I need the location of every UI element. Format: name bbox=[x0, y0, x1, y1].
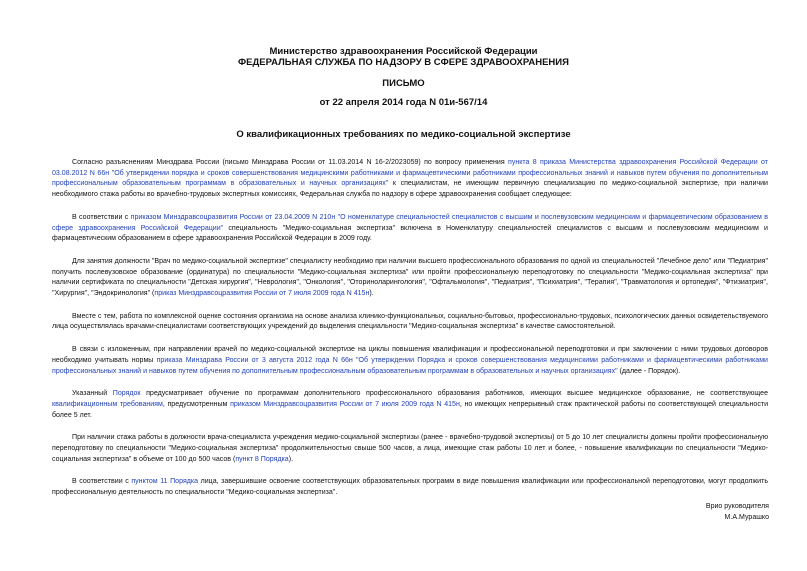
service-heading: ФЕДЕРАЛЬНАЯ СЛУЖБА ПО НАДЗОРУ В СФЕРЕ ЗДРАВООХРАНЕНИЯ bbox=[238, 57, 569, 68]
paragraph-text: предусматривает обучение по программам дополнительного профессионального образования работников, имеющих высшее медицинское образование, не соответствующее bbox=[140, 390, 768, 398]
link-procedure[interactable]: Порядок bbox=[112, 390, 141, 398]
link-order-66n[interactable]: пункта 8 приказа Министерства здравоохранения Российской Федерации от 03.08.2012 N 66н "Об утверждении порядка и сроков совершенствования медицинскими работниками и фармацевтическими работниками профессиональных знаний и навыков путем обучения по дополнительным профессиональным образовательным программам в образовательных и научных организациях" bbox=[52, 159, 768, 188]
paragraph-text: В соответствии с bbox=[72, 213, 131, 221]
paragraph-text: лица, завершившие освоение соответствующих образовательных программ в виде повышения квалификации или профессиональной переподготовки, могут продолжить профессиональную деятельность по специальности "Медико-социальная экспертиза". bbox=[52, 478, 768, 497]
paragraph-text: к специалистам, не имеющим первичную специализацию по медико-социальной экспертизе, при наличии необходимого стажа работы во врачебно-трудовых экспертных комиссиях, Федеральная служба по надзору в сфере здравоохранения сообщает следующее: bbox=[52, 180, 768, 199]
paragraph-text: В соответствии с bbox=[72, 478, 132, 486]
link-order-415n-2[interactable]: приказом Минздравсоцразвития России от 7 июля 2009 года N 415н bbox=[230, 400, 460, 408]
signature-position: Врио руководителя bbox=[705, 503, 769, 510]
paragraph-8 bbox=[52, 477, 768, 498]
paragraph-text: Вместе с тем, работа по комплексной оценке состояния организма на основе анализа клинико-функциональных, социально-бытовых, профессионально-трудовых, психологических данных освидетельствуемого лица осуществлялась врачами-специалистами соответствующих учреждений до выделения специальности "Медико-социальная экспертиза" в качестве самостоятельной. bbox=[52, 312, 768, 331]
document-subject: О квалификационных требованиях по медико-социальной экспертизе bbox=[236, 129, 571, 140]
paragraph-7 bbox=[52, 433, 768, 465]
paragraph-6 bbox=[52, 389, 768, 421]
paragraph-text: ). bbox=[288, 455, 294, 463]
paragraph-text: В связи с изложенным, при направлении врачей по медико-социальной экспертизе на циклы повышения квалификации и профессиональной переподготовки и при заключении с ними трудовых договоров необходимо учитывать нормы bbox=[52, 346, 768, 364]
paragraph-1 bbox=[52, 158, 768, 201]
ministry-heading: Министерство здравоохранения Российской Федерации bbox=[269, 46, 538, 57]
paragraph-text: Согласно разъяснениям Минздрава России (письмо Минздрава России от 11.03.2014 N 16-2/2023059) по вопросу применения bbox=[72, 159, 508, 166]
signature-name: М.А.Мурашко bbox=[724, 514, 769, 521]
link-order-415n[interactable]: приказ Минздравсоцразвития России от 7 июля 2009 года N 415н bbox=[154, 290, 370, 298]
paragraph-text: Для занятия должности "Врач по медико-социальной экспертизе" специалисту необходимо при наличии высшего профессионального образования по одной из специальностей "Лечебное дело" или "Педиатрия" получить послевузовское образование (ординатура) по специальности "Медико-социальная экспертиза" или пройти профессиональную переподготовку по специальности "Медико-социальная экспертиза" при наличии сертификата по специальности "Детская хирургия", "Неврология", "Онкология", "Оториноларингология", "Офтальмология", "Педиатрия", "Психиатрия", "Терапия", "Травматология и ортопедия", "Фтизиатрия", "Хирургия", "Эндокринология" ( bbox=[52, 257, 768, 298]
paragraph-5 bbox=[52, 345, 768, 377]
paragraph-text: (далее - Порядок). bbox=[617, 367, 681, 375]
link-qualification-requirements[interactable]: квалификационным требованиям bbox=[52, 400, 163, 408]
link-procedure-item-11[interactable]: пунктом 11 Порядка bbox=[131, 478, 199, 486]
paragraph-text: , предусмотренным bbox=[162, 400, 231, 408]
link-order-66n-procedure[interactable]: приказа Минздрава России от 3 августа 2012 года N 66н "Об утверждении Порядка и сроков совершенствования медицинскими работниками и фармацевтическими работниками профессиональных знаний и навыков путем обучения по дополнительным профессиональным образовательным программам в образовательных и научных организациях" bbox=[52, 356, 768, 375]
document-type: ПИСЬМО bbox=[382, 78, 425, 89]
paragraph-2 bbox=[52, 213, 768, 245]
paragraph-text: ). bbox=[369, 290, 374, 298]
paragraph-text: специальность "Медико-социальная экспертиза" включена в Номенклатуру специальностей специалистов с высшим и послевузовским медицинским и фармацевтическим образованием в сфере здравоохранения Российской Федерации в 2009 году. bbox=[52, 224, 768, 243]
paragraph-text: , но имеющих непрерывный стаж практической работы по соответствующей специальности более 5 лет. bbox=[52, 400, 769, 419]
paragraph-text: При наличии стажа работы в должности врача-специалиста учреждения медико-социальной экспертизы (ранее - врачебно-трудовой экспертизы) от 5 до 10 лет специалисты должны пройти профессиональную переподготовку по специальности "Медико-социальная экспертиза" продолжительностью свыше 500 часов, а лица, имеющие стаж работы 10 лет и более, - повышение квалификации по специальности "Медико-социальная экспертиза" в объеме от 100 до 500 часов ( bbox=[52, 434, 768, 463]
paragraph-4 bbox=[52, 312, 768, 333]
document-date-number: от 22 апреля 2014 года N 01и-567/14 bbox=[319, 97, 488, 108]
document-body bbox=[52, 158, 768, 511]
paragraph-text: Указанный bbox=[72, 390, 113, 398]
link-procedure-item-8[interactable]: пункт 8 Порядка bbox=[235, 455, 289, 463]
link-order-210n[interactable]: приказом Минздравсоцразвития России от 23.04.2009 N 210н "О номенклатуре специальностей специалистов с высшим и послевузовским медицинским и фармацевтическим образованием в сфере здравоохранения Российской Федерации" bbox=[52, 213, 768, 232]
paragraph-3 bbox=[52, 257, 768, 300]
